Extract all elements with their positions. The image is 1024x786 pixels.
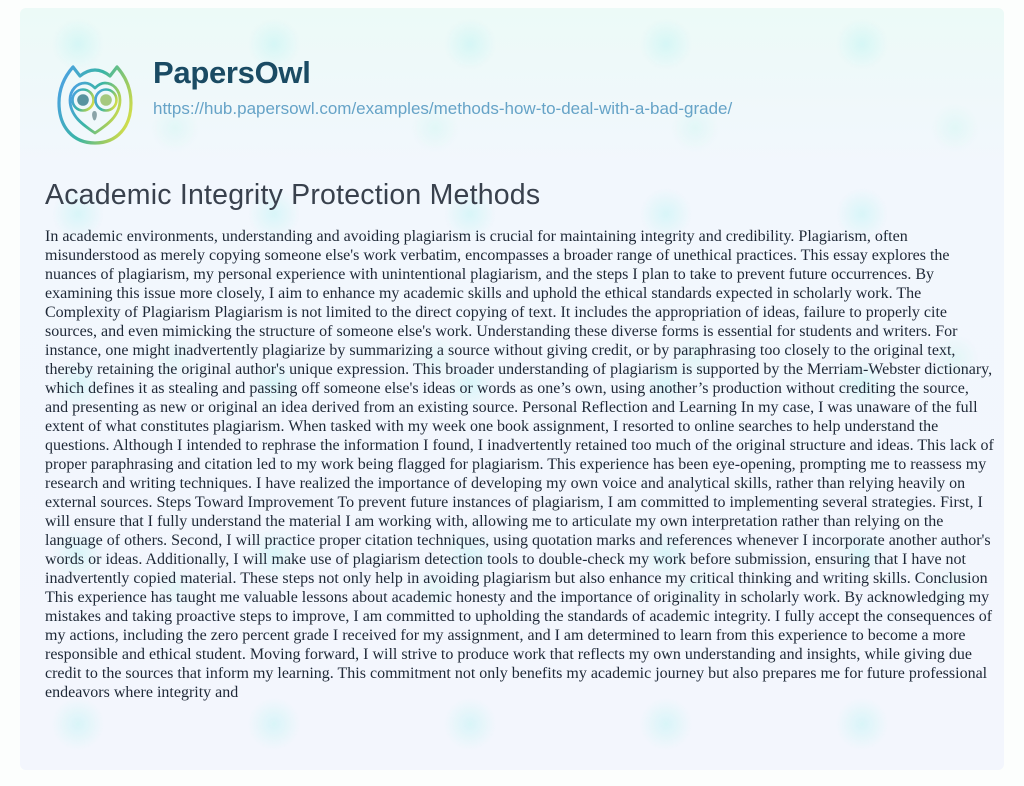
site-title: PapersOwl: [153, 55, 311, 90]
essay-body-text: In academic environments, understanding and avoiding plagiarism is crucial for maintaining integrity and credibility. Plagiarism, often misunderstood as merely copying someone else's work verbatim, encompasses a broader range of unethical practices. This essay explores the nuances of plagiarism, my personal experience with unintentional plagiarism, and the steps I plan to take to prevent future occurrences. By examining this issue more closely, I aim to enhance my academic skills and uphold the ethical standards expected in scholarly work. The Complexity of Plagiarism Plagiarism is not limited to the direct copying of text. It includes the appropriation of ideas, failure to properly cite sources, and even mimicking the structure of someone else's work. Understanding these diverse forms is essential for students and writers. For instance, one might inadvertently plagiarize by summarizing a source without giving credit, or by paraphrasing too closely to the original text, thereby retaining the original author's unique expression. This broader understanding of plagiarism is supported by the Merriam-Webster dictionary, which defines it as stealing and passing off someone else's ideas or words as one’s own, using another’s production without crediting the source, and presenting as new or original an idea derived from an existing source. Personal Reflection and Learning In my case, I was unaware of the full extent of what constitutes plagiarism. When tasked with my week one book assignment, I resorted to online searches to help understand the questions. Although I intended to rephrase the information I found, I inadvertently retained too much of the original structure and ideas. This lack of proper paraphrasing and citation led to my work being flagged for plagiarism. This experience has been eye-opening, prompting me to reassess my research and writing techniques. I have realized the importance of developing my own voice and analytical skills, rather than relying heavily on external sources. Steps Toward Improvement To prevent future instances of plagiarism, I am committed to implementing several strategies. First, I will ensure that I fully understand the material I am working with, allowing me to articulate my own interpretation rather than relying on the language of others. Second, I will practice proper citation techniques, using quotation marks and references whenever I incorporate another author's words or ideas. Additionally, I will make use of plagiarism detection tools to double-check my work before submission, ensuring that I have not inadvertently copied material. These steps not only help in avoiding plagiarism but also enhance my critical thinking and writing skills. Conclusion This experience has taught me valuable lessons about academic honesty and the importance of originality in scholarly work. By acknowledging my mistakes and taking proactive steps to improve, I am committed to upholding the standards of academic integrity. I fully accept the consequences of my actions, including the zero percent grade I received for my assignment, and I am determined to learn from this experience to become a more responsible and ethical student. Moving forward, I will strive to produce work that reflects my own understanding and insights, while giving due credit to the sources that inform my learning. This commitment not only benefits my academic journey but also prepares me for future professional endeavors where integrity and: [45, 228, 994, 702]
site-header: [45, 54, 1004, 154]
owl-icon: [45, 54, 145, 154]
papersowl-logo: [45, 54, 145, 154]
site-meta: [153, 54, 732, 119]
content-panel: [20, 8, 1004, 770]
essay-main: [20, 178, 1004, 702]
essay-title: Academic Integrity Protection Methods: [45, 179, 541, 211]
source-url-link[interactable]: https://hub.papersowl.com/examples/methods-how-to-deal-with-a-bad-grade/: [153, 99, 733, 119]
